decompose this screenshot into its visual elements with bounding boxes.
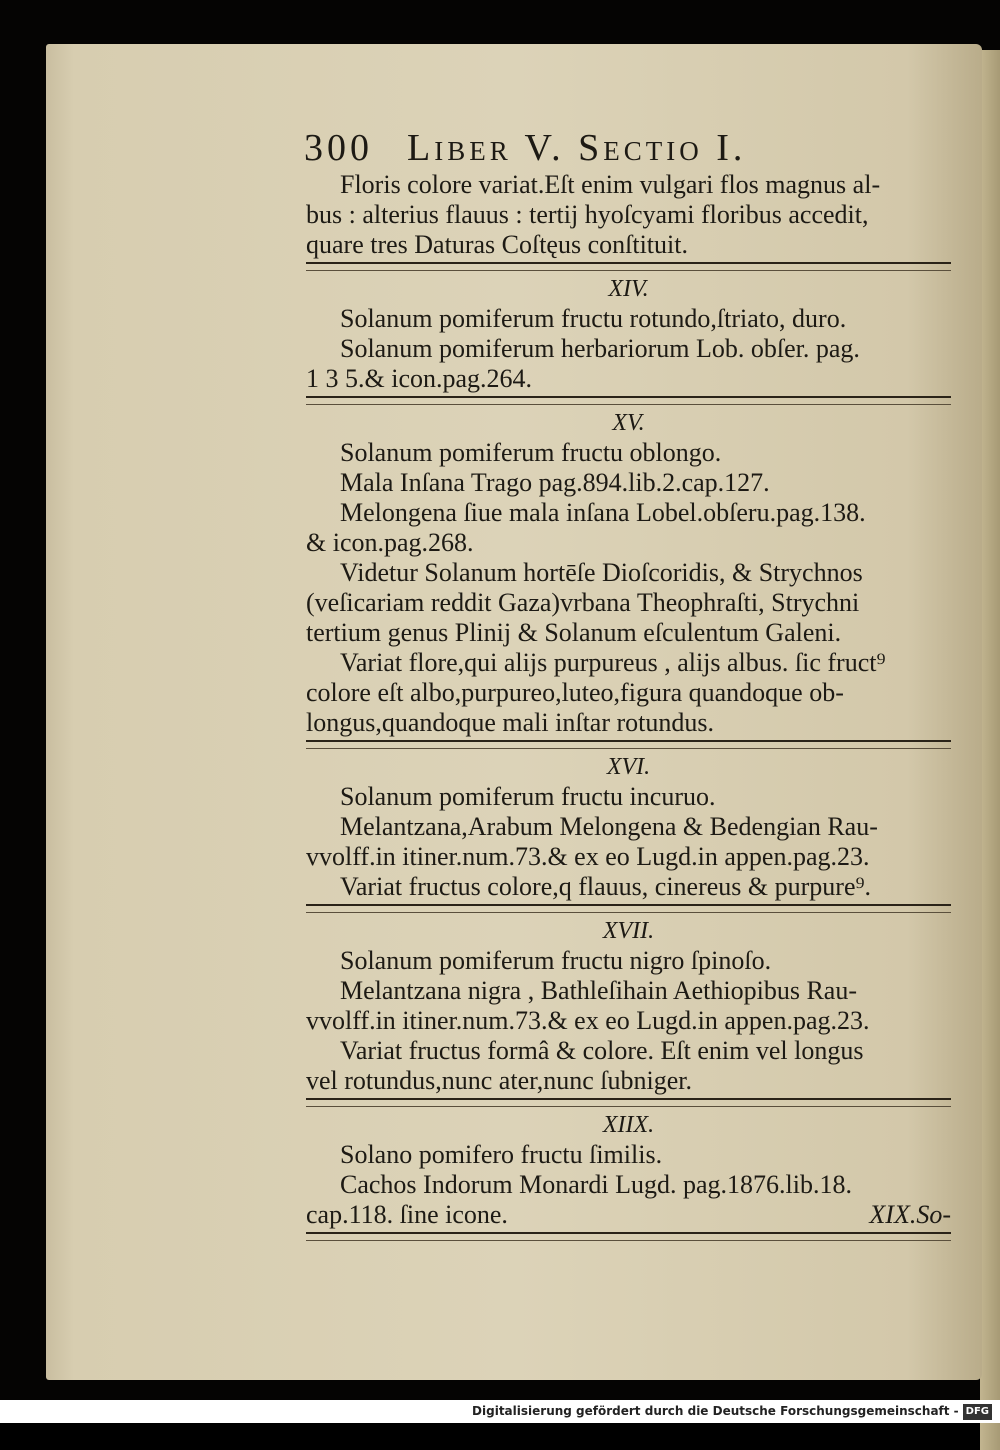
section-rule [306, 904, 951, 913]
text-line: (veſicariam reddit Gaza)vrbana Theophraſti, Strychni [306, 588, 860, 617]
text-line: colore eſt albo,purpureo,luteo,figura quandoque ob- [306, 678, 844, 707]
text-line: Cachos Indorum Monardi Lugd. pag.1876.lib.18. [340, 1170, 852, 1199]
section-numeral: XVI. [606, 754, 651, 780]
text-line: bus : alterius flauus : tertij hyoſcyami floribus accedit, [306, 200, 869, 229]
text-line: Solanum pomiferum herbariorum Lob. obſer. pag. [340, 334, 860, 363]
page-text [306, 126, 951, 1244]
page-edge [980, 50, 1000, 1450]
text-line: Variat fructus colore,q flauus, cinereus & purpure⁹. [340, 872, 872, 901]
text-line: Mala Inſana Trago pag.894.lib.2.cap.127. [340, 468, 770, 497]
section-rule [306, 1098, 951, 1107]
text-line: Solano pomifero fructu ſimilis. [340, 1140, 663, 1169]
text-line: Solanum pomiferum fructu nigro ſpinoſo. [340, 946, 772, 975]
section-numeral: XIIX. [602, 1112, 655, 1138]
text-line: Solanum pomiferum fructu oblongo. [340, 438, 722, 467]
intro-paragraph [306, 170, 951, 260]
section-rule [306, 396, 951, 405]
line-text: cap.118. ſine icone. [306, 1200, 508, 1229]
text-line: & icon.pag.268. [306, 528, 474, 557]
dfg-logo: DFG [963, 1404, 992, 1420]
text-line: Melongena ſiue mala inſana Lobel.obſeru.pag.138. [340, 498, 866, 527]
text-line: Floris colore variat.Eſt enim vulgari flos magnus al- [340, 170, 881, 199]
text-line: vvolff.in itiner.num.73.& ex eo Lugd.in appen.pag.23. [306, 1006, 870, 1035]
text-line: 1 3 5.& icon.pag.264. [306, 364, 533, 393]
footer-text: Digitalisierung gefördert durch die Deutsche Forschungsgemeinschaft - [472, 1404, 959, 1418]
text-line: Videtur Solanum hortēſe Dioſcoridis, & Strychnos [340, 558, 863, 587]
section-numeral: XVII. [602, 918, 655, 944]
text-line: tertium genus Plinij & Solanum eſculentum Galeni. [306, 618, 842, 647]
text-line: Solanum pomiferum fructu incuruo. [340, 782, 716, 811]
running-title: Liber V. Sectio I. [407, 127, 747, 169]
text-line: longus,quandoque mali inſtar rotundus. [306, 708, 715, 737]
section-numeral: XV. [612, 410, 645, 436]
section-numeral: XIV. [608, 276, 649, 302]
text-line: vvolff.in itiner.num.73.& ex eo Lugd.in appen.pag.23. [306, 842, 870, 871]
sections [306, 262, 951, 1241]
text-line: quare tres Daturas Coſtęus conſtituit. [306, 230, 688, 259]
section-rule [306, 740, 951, 749]
text-line: Melantzana,Arabum Melongena & Bedengian Rau- [340, 812, 878, 841]
text-line: Variat flore,qui alijs purpureus , alijs albus. ſic fruct⁹ [340, 648, 886, 677]
text-line: Variat fructus formâ & colore. Eſt enim vel longus [340, 1036, 864, 1065]
text-line [306, 1200, 951, 1230]
running-header [304, 126, 951, 170]
text-line: vel rotundus,nunc ater,nunc ſubniger. [306, 1066, 692, 1095]
catchword: XIX.So- [869, 1200, 951, 1229]
digitization-footer [0, 1400, 1000, 1423]
text-line: Melantzana nigra , Bathleſihain Aethiopibus Rau- [340, 976, 857, 1005]
section-rule [306, 262, 951, 271]
text-line: Solanum pomiferum fructu rotundo,ſtriato, duro. [340, 304, 847, 333]
bottom-rule [306, 1232, 951, 1241]
page-number: 300 [304, 127, 373, 169]
